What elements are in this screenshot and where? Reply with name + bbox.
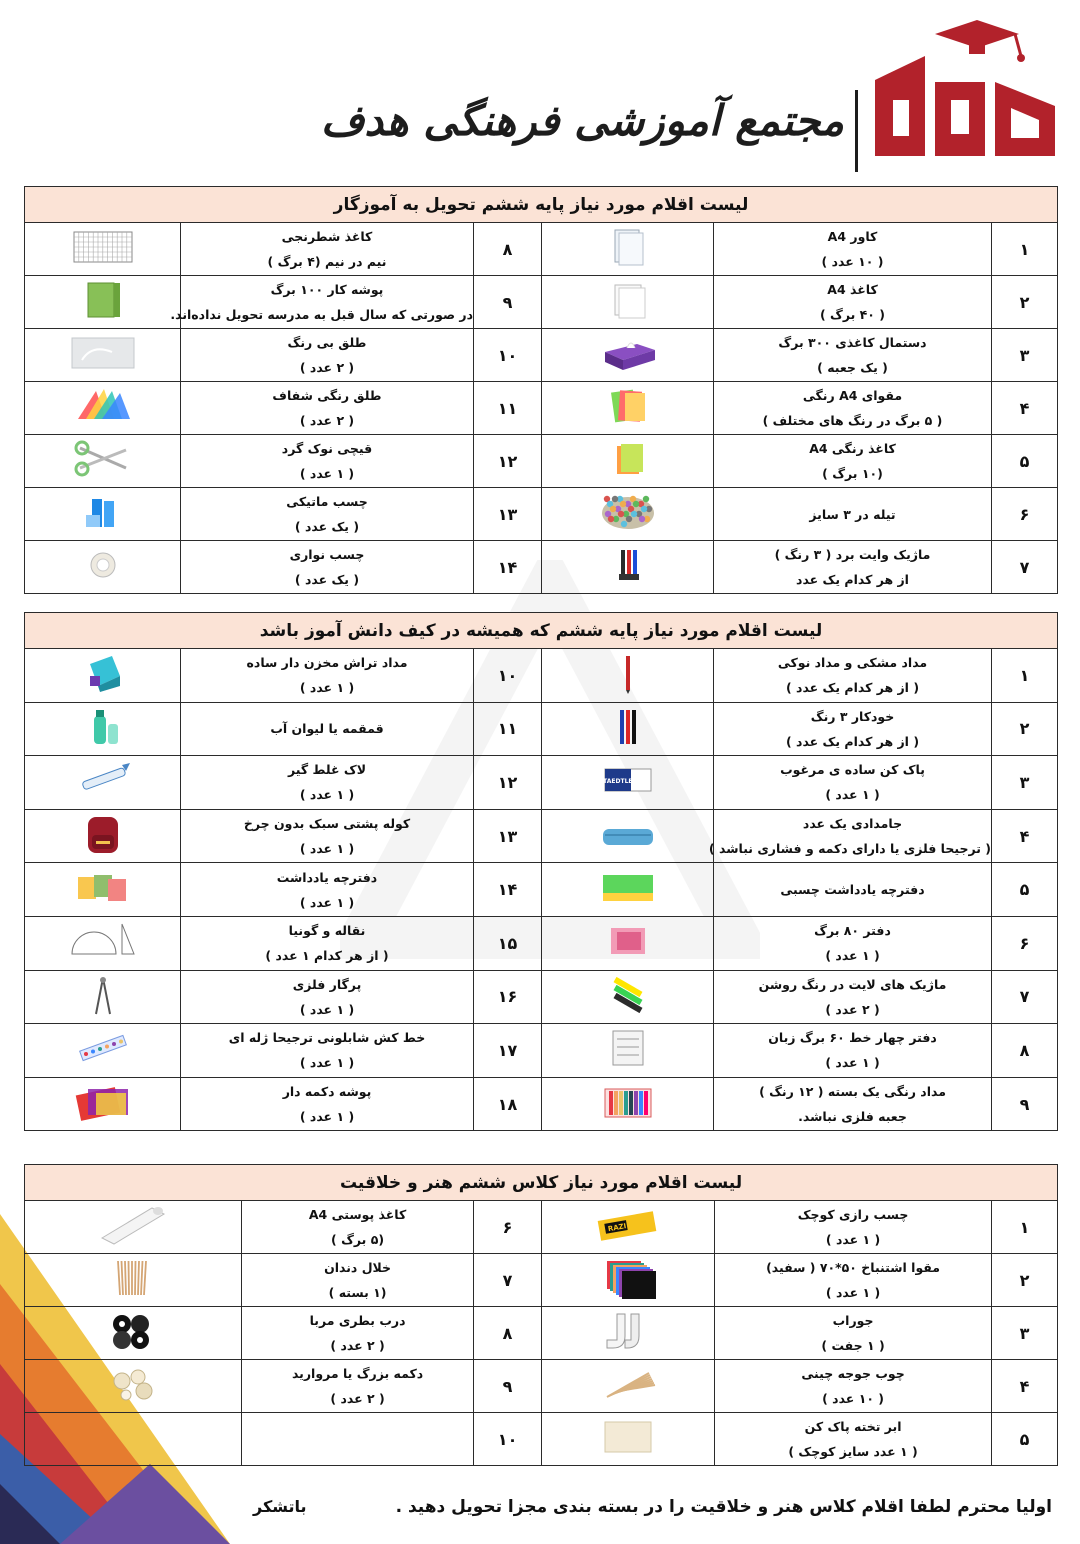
item-name — [715, 1360, 992, 1413]
item-detail: نیم در نیم (۴ برگ ) — [267, 254, 387, 269]
item-detail: ( ۱ عدد ) — [299, 894, 355, 910]
item-detail: ( ۲ عدد ) — [299, 360, 355, 375]
item-title: پاک کن ساده ی مرغوب — [780, 762, 925, 778]
item-name — [714, 276, 992, 329]
item-image — [542, 1254, 715, 1307]
item-image — [542, 970, 714, 1024]
item-number: ۸ — [992, 1024, 1058, 1078]
item-detail: ( ۱ عدد ) — [299, 1055, 355, 1071]
item-title: مقوای A4 رنگی — [802, 388, 903, 403]
item-name — [181, 329, 474, 382]
item-image — [542, 382, 714, 435]
table-row — [25, 276, 1058, 329]
item-number: ۵ — [992, 435, 1058, 488]
item-name — [715, 1201, 992, 1254]
item-number: ۱۶ — [474, 970, 542, 1024]
item-title: خط کش شابلونی ترجیحا ژله ای — [228, 1030, 426, 1046]
item-title: قیچی نوک گرد — [281, 441, 373, 456]
item-number: ۹ — [474, 1360, 542, 1413]
item-title: مقوا اشتنباخ ۵۰*۷۰ ( سفید) — [766, 1260, 941, 1275]
item-image — [542, 1201, 715, 1254]
item-name — [181, 435, 474, 488]
item-title: کاغذ رنگی A4 — [809, 441, 896, 456]
item-image — [542, 1413, 715, 1466]
highlighters-icon — [593, 974, 663, 1020]
item-number: ۱۱ — [474, 702, 542, 756]
item-name — [714, 970, 992, 1024]
item-number: ۳ — [992, 756, 1058, 810]
toothpicks-icon — [98, 1257, 168, 1303]
item-image — [542, 276, 714, 329]
item-detail: از هر کدام یک عدد — [796, 572, 909, 587]
item-image — [542, 702, 714, 756]
item-detail: ( ۱ جفت ) — [821, 1338, 885, 1353]
item-number: ۲ — [992, 1254, 1058, 1307]
item-image — [542, 863, 714, 917]
item-title: دفترچه یادداشت چسبی — [780, 882, 925, 898]
razi-glue-icon — [593, 1204, 663, 1250]
item-number: ۸ — [474, 223, 542, 276]
item-title: کاغذ A4 — [827, 282, 878, 297]
color-transparent-sheet-icon — [68, 385, 138, 431]
item-image — [25, 329, 181, 382]
item-title: مداد رنگی یک بسته ( ۱۲ رنگ ) — [759, 1084, 946, 1100]
table-row — [25, 970, 1058, 1024]
item-detail: ( ۱ عدد ) — [825, 1232, 881, 1247]
item-number: ۹ — [992, 1077, 1058, 1131]
item-detail: ( ۱ عدد سایز کوچک ) — [788, 1444, 918, 1459]
english-notebook-icon — [593, 1027, 663, 1073]
item-name — [181, 809, 474, 863]
item-name — [181, 916, 474, 970]
table-title: لیست اقلام مورد نیاز پایه ششم که همیشه در کیف دانش آموز باشد — [25, 613, 1058, 649]
item-name — [181, 541, 474, 594]
item-title: پرگار فلزی — [292, 976, 362, 992]
item-name — [714, 916, 992, 970]
item-number: ۲ — [992, 276, 1058, 329]
item-title: پوشه کار ۱۰۰ برگ — [270, 282, 384, 297]
color-cardboard-icon — [593, 385, 663, 431]
table-row — [25, 916, 1058, 970]
table-row — [25, 863, 1058, 917]
brand-name: مجتمع آموزشی فرهنگی هدف — [320, 96, 844, 145]
pencil-icon — [593, 652, 663, 698]
item-image — [25, 1413, 242, 1466]
sticky-notes-icon — [593, 867, 663, 913]
pencil-case-icon — [593, 813, 663, 859]
item-number: ۱۴ — [474, 863, 542, 917]
item-number: ۱۲ — [474, 435, 542, 488]
item-name — [181, 863, 474, 917]
item-name — [242, 1360, 474, 1413]
item-number: ۹ — [474, 276, 542, 329]
item-image — [25, 702, 181, 756]
item-name — [714, 223, 992, 276]
item-detail: ( ۱ عدد ) — [299, 1109, 355, 1125]
item-number: ۷ — [992, 541, 1058, 594]
item-number: ۱ — [992, 649, 1058, 703]
item-detail: ( ۱۰ عدد ) — [822, 1391, 885, 1406]
item-image — [542, 809, 714, 863]
item-number: ۱۰ — [474, 329, 542, 382]
item-detail: ( ۱ عدد ) — [825, 1285, 881, 1300]
sponge-icon — [593, 1416, 663, 1462]
backpack-items-table — [24, 612, 1058, 1131]
item-detail: ( ۱ عدد ) — [299, 787, 355, 803]
item-name — [708, 809, 992, 863]
table-row — [25, 223, 1058, 276]
item-detail: ( از هر کدام یک عدد ) — [785, 733, 920, 749]
item-number: ۱ — [992, 223, 1058, 276]
item-detail: ( ۱۰ عدد ) — [821, 254, 884, 269]
item-name — [181, 223, 474, 276]
item-name — [181, 970, 474, 1024]
sharpener-icon — [68, 652, 138, 698]
item-image — [25, 435, 181, 488]
item-name — [715, 1307, 992, 1360]
item-title: ماژیک وایت برد ( ۳ رنگ ) — [774, 547, 931, 562]
item-title: خلال دندان — [324, 1260, 392, 1275]
item-name — [715, 1413, 992, 1466]
art-items-table — [24, 1164, 1058, 1466]
item-name — [714, 1024, 992, 1078]
item-title: مداد مشکی و مداد نوکی — [777, 655, 928, 671]
compass-icon — [68, 974, 138, 1020]
tracing-paper-roll-icon — [98, 1204, 168, 1250]
item-image — [542, 916, 714, 970]
item-detail: ( از هر کدام یک عدد ) — [785, 680, 920, 696]
item-name — [714, 329, 992, 382]
item-image — [542, 1077, 714, 1131]
item-detail: ( ۱ عدد ) — [299, 841, 355, 857]
item-detail: (۱۰ برگ ) — [822, 466, 883, 481]
item-image — [25, 541, 181, 594]
item-number: ۷ — [992, 970, 1058, 1024]
clear-sheet-icon — [68, 332, 138, 378]
item-image — [25, 1077, 181, 1131]
item-name — [714, 756, 992, 810]
table-row — [25, 1307, 1058, 1360]
item-name — [714, 1077, 992, 1131]
item-image — [542, 649, 714, 703]
item-detail: ( ۱ عدد ) — [299, 1001, 355, 1017]
colored-pencils-icon — [593, 1081, 663, 1127]
item-title: دفتر چهار خط ۶۰ برگ زبان — [768, 1030, 937, 1046]
socks-icon — [593, 1310, 663, 1356]
item-number: ۶ — [474, 1201, 542, 1254]
ring-binder-icon — [68, 279, 138, 325]
item-name — [181, 1024, 474, 1078]
item-image — [25, 756, 181, 810]
header — [0, 14, 1080, 174]
item-number: ۱۱ — [474, 382, 542, 435]
teacher-items-table — [24, 186, 1058, 594]
item-name — [715, 1254, 992, 1307]
item-name — [714, 863, 992, 917]
hadaf-logo — [865, 20, 1060, 170]
item-number: ۶ — [992, 916, 1058, 970]
table-title: لیست اقلام مورد نیاز پایه ششم تحویل به آموزگار — [25, 187, 1058, 223]
item-number: ۳ — [992, 329, 1058, 382]
logo-divider — [855, 90, 858, 172]
item-detail: ( ۱ عدد ) — [825, 1055, 880, 1071]
item-image — [542, 223, 714, 276]
item-number: ۱۰ — [474, 1413, 542, 1466]
item-name — [714, 702, 992, 756]
color-paper-icon — [593, 438, 663, 484]
item-name — [714, 649, 992, 703]
tape-roll-icon — [68, 544, 138, 590]
table-row — [25, 1024, 1058, 1078]
item-name — [714, 382, 992, 435]
skewer-sticks-icon — [593, 1363, 663, 1409]
item-title: طلق بی رنگ — [287, 335, 367, 350]
item-title: تیله در ۳ سایز — [809, 506, 896, 522]
marbles-icon — [593, 491, 663, 537]
item-image — [542, 435, 714, 488]
table-row — [25, 488, 1058, 541]
notepads-icon — [68, 867, 138, 913]
item-number: ۵ — [992, 863, 1058, 917]
item-detail: ( ۱ عدد ) — [299, 466, 355, 481]
item-title: چسب ماتیکی — [286, 494, 368, 509]
item-name — [181, 702, 474, 756]
item-image — [25, 1201, 242, 1254]
item-title: قمقمه یا لیوان آب — [270, 721, 384, 737]
item-detail: ( یک جعبه ) — [817, 360, 888, 375]
table-title: لیست اقلام مورد نیاز کلاس ششم هنر و خلاقیت — [25, 1165, 1058, 1201]
item-number: ۱۷ — [474, 1024, 542, 1078]
item-title: کاور A4 — [827, 229, 878, 244]
table-row — [25, 1201, 1058, 1254]
item-name — [181, 488, 474, 541]
item-image — [25, 223, 181, 276]
table-row — [25, 1413, 1058, 1466]
svg-text:STAEDTLER: STAEDTLER — [598, 778, 637, 786]
item-image — [542, 1307, 715, 1360]
jar-lids-icon — [98, 1310, 168, 1356]
pens-icon — [593, 706, 663, 752]
item-title: طلق رنگی شفاف — [272, 388, 382, 403]
scissors-icon — [68, 438, 138, 484]
item-detail: ( ۱ عدد ) — [825, 787, 880, 803]
item-name — [242, 1201, 474, 1254]
table-row — [25, 809, 1058, 863]
item-number: ۱۴ — [474, 541, 542, 594]
item-image — [25, 1254, 242, 1307]
water-bottle-icon — [68, 706, 138, 752]
table-row — [25, 1077, 1058, 1131]
item-detail: جعبه فلزی نباشد. — [798, 1109, 907, 1125]
table-row — [25, 329, 1058, 382]
item-image — [25, 809, 181, 863]
item-title: نقاله و گونیا — [288, 923, 366, 939]
footer-note: اولیا محترم لطفا اقلام کلاس هنر و خلاقیت را در بسته بندی مجزا تحویل دهید . — [395, 1497, 1052, 1517]
cardboard-sheets-icon — [593, 1257, 663, 1303]
item-title: چسب رازی کوچک — [797, 1207, 909, 1222]
tissue-box-icon — [593, 332, 663, 378]
item-title: چوب جوجه چینی — [801, 1366, 905, 1381]
item-title: دفترچه یادداشت — [276, 869, 378, 885]
item-number: ۲ — [992, 702, 1058, 756]
item-detail: (۵ برگ ) — [331, 1232, 385, 1247]
item-detail: ( ۱ عدد ) — [825, 948, 880, 964]
item-number: ۴ — [992, 382, 1058, 435]
item-number: ۴ — [992, 809, 1058, 863]
item-title: جامدادی یک عدد — [802, 816, 903, 832]
table-row — [25, 541, 1058, 594]
item-title: مداد تراش مخزن دار ساده — [246, 655, 408, 671]
item-detail: ( ۵ برگ در رنگ های مختلف ) — [762, 413, 943, 428]
item-name — [181, 756, 474, 810]
correction-pen-icon — [68, 759, 138, 805]
paper-stack-icon — [593, 279, 663, 325]
item-detail: ( ترجیحا فلزی یا دارای دکمه و فشاری نباشد ) — [708, 841, 992, 857]
item-image — [542, 756, 714, 810]
item-number: ۴ — [992, 1360, 1058, 1413]
notebook-icon — [593, 920, 663, 966]
backpack-icon — [68, 813, 138, 859]
item-title: درب بطری مربا — [309, 1313, 406, 1328]
table-row — [25, 756, 1058, 810]
item-image — [25, 1307, 242, 1360]
item-number: ۱ — [992, 1201, 1058, 1254]
item-detail: ( یک عدد ) — [294, 519, 360, 534]
item-image — [25, 863, 181, 917]
item-name — [714, 488, 992, 541]
button-folder-icon — [68, 1081, 138, 1127]
item-detail: ( ۲ عدد ) — [330, 1391, 385, 1406]
item-image — [542, 541, 714, 594]
table-row — [25, 1360, 1058, 1413]
item-number: ۱۵ — [474, 916, 542, 970]
table-row — [25, 649, 1058, 703]
item-title: پوشه دکمه دار — [282, 1084, 372, 1100]
svg-text:RAZI: RAZI — [607, 1222, 628, 1234]
item-number: ۱۰ — [474, 649, 542, 703]
item-number: ۱۳ — [474, 488, 542, 541]
item-detail: ( یک عدد ) — [294, 572, 360, 587]
table-row — [25, 702, 1058, 756]
item-title: ماژیک های لایت در رنگ روشن — [758, 976, 947, 992]
item-title: چسب نواری — [289, 547, 365, 562]
item-image — [25, 382, 181, 435]
buttons-beads-icon — [98, 1363, 168, 1409]
item-title: لاک غلط گیر — [288, 762, 367, 778]
grid-paper-icon — [68, 226, 138, 272]
item-image — [542, 1360, 715, 1413]
item-image — [25, 488, 181, 541]
item-detail: ( از هر کدام ۱ عدد ) — [265, 948, 389, 964]
protractor-set-square-icon — [68, 920, 138, 966]
item-image — [542, 488, 714, 541]
clear-sleeve-icon — [593, 226, 663, 272]
table-row — [25, 1254, 1058, 1307]
item-detail: ( ۲ عدد ) — [299, 413, 355, 428]
item-number: ۷ — [474, 1254, 542, 1307]
item-image — [25, 916, 181, 970]
stencil-ruler-icon — [68, 1027, 138, 1073]
item-name — [242, 1413, 474, 1466]
item-image — [542, 329, 714, 382]
item-number: ۱۳ — [474, 809, 542, 863]
item-number: ۶ — [992, 488, 1058, 541]
table-row — [25, 435, 1058, 488]
item-detail: ( ۲ عدد ) — [825, 1001, 880, 1017]
item-title: دفتر ۸۰ برگ — [814, 923, 891, 939]
item-title: کاغذ شطرنجی — [281, 229, 373, 244]
item-name — [181, 649, 474, 703]
item-number: ۱۲ — [474, 756, 542, 810]
item-image — [25, 1024, 181, 1078]
item-name — [181, 1077, 474, 1131]
item-detail: ( ۱ عدد ) — [299, 680, 355, 696]
item-image — [25, 649, 181, 703]
table-row — [25, 382, 1058, 435]
item-image — [542, 1024, 714, 1078]
item-name — [242, 1254, 474, 1307]
item-image — [25, 276, 181, 329]
footer-thanks: باتشکر — [253, 1497, 307, 1516]
item-number: ۸ — [474, 1307, 542, 1360]
item-title: خودکار ۳ رنگ — [810, 708, 895, 724]
item-image — [25, 1360, 242, 1413]
item-title: جوراب — [832, 1313, 874, 1328]
item-number: ۱۸ — [474, 1077, 542, 1131]
item-image — [25, 970, 181, 1024]
item-name — [242, 1307, 474, 1360]
item-name — [170, 276, 474, 329]
item-detail: (۱ بسته ) — [328, 1285, 387, 1300]
eraser-icon — [593, 759, 663, 805]
item-detail: ( ۲ عدد ) — [330, 1338, 385, 1353]
item-name — [714, 541, 992, 594]
glue-stick-icon — [68, 491, 138, 537]
item-title: ابر تخته پاک کن — [804, 1419, 902, 1434]
item-name — [714, 435, 992, 488]
item-title: کوله پشتی سبک بدون چرخ — [243, 816, 411, 832]
item-detail: در صورتی که سال قبل به مدرسه تحویل نداده‌اند. — [170, 307, 473, 322]
item-detail: ( ۴۰ برگ ) — [819, 307, 886, 322]
item-title: دکمه بزرگ یا مروارید — [291, 1366, 424, 1381]
item-number: ۳ — [992, 1307, 1058, 1360]
item-title: کاغذ پوستی A4 — [308, 1207, 407, 1222]
item-title: دستمال کاغذی ۳۰۰ برگ — [778, 335, 927, 350]
whiteboard-marker-icon — [593, 544, 663, 590]
item-number: ۵ — [992, 1413, 1058, 1466]
item-name — [181, 382, 474, 435]
